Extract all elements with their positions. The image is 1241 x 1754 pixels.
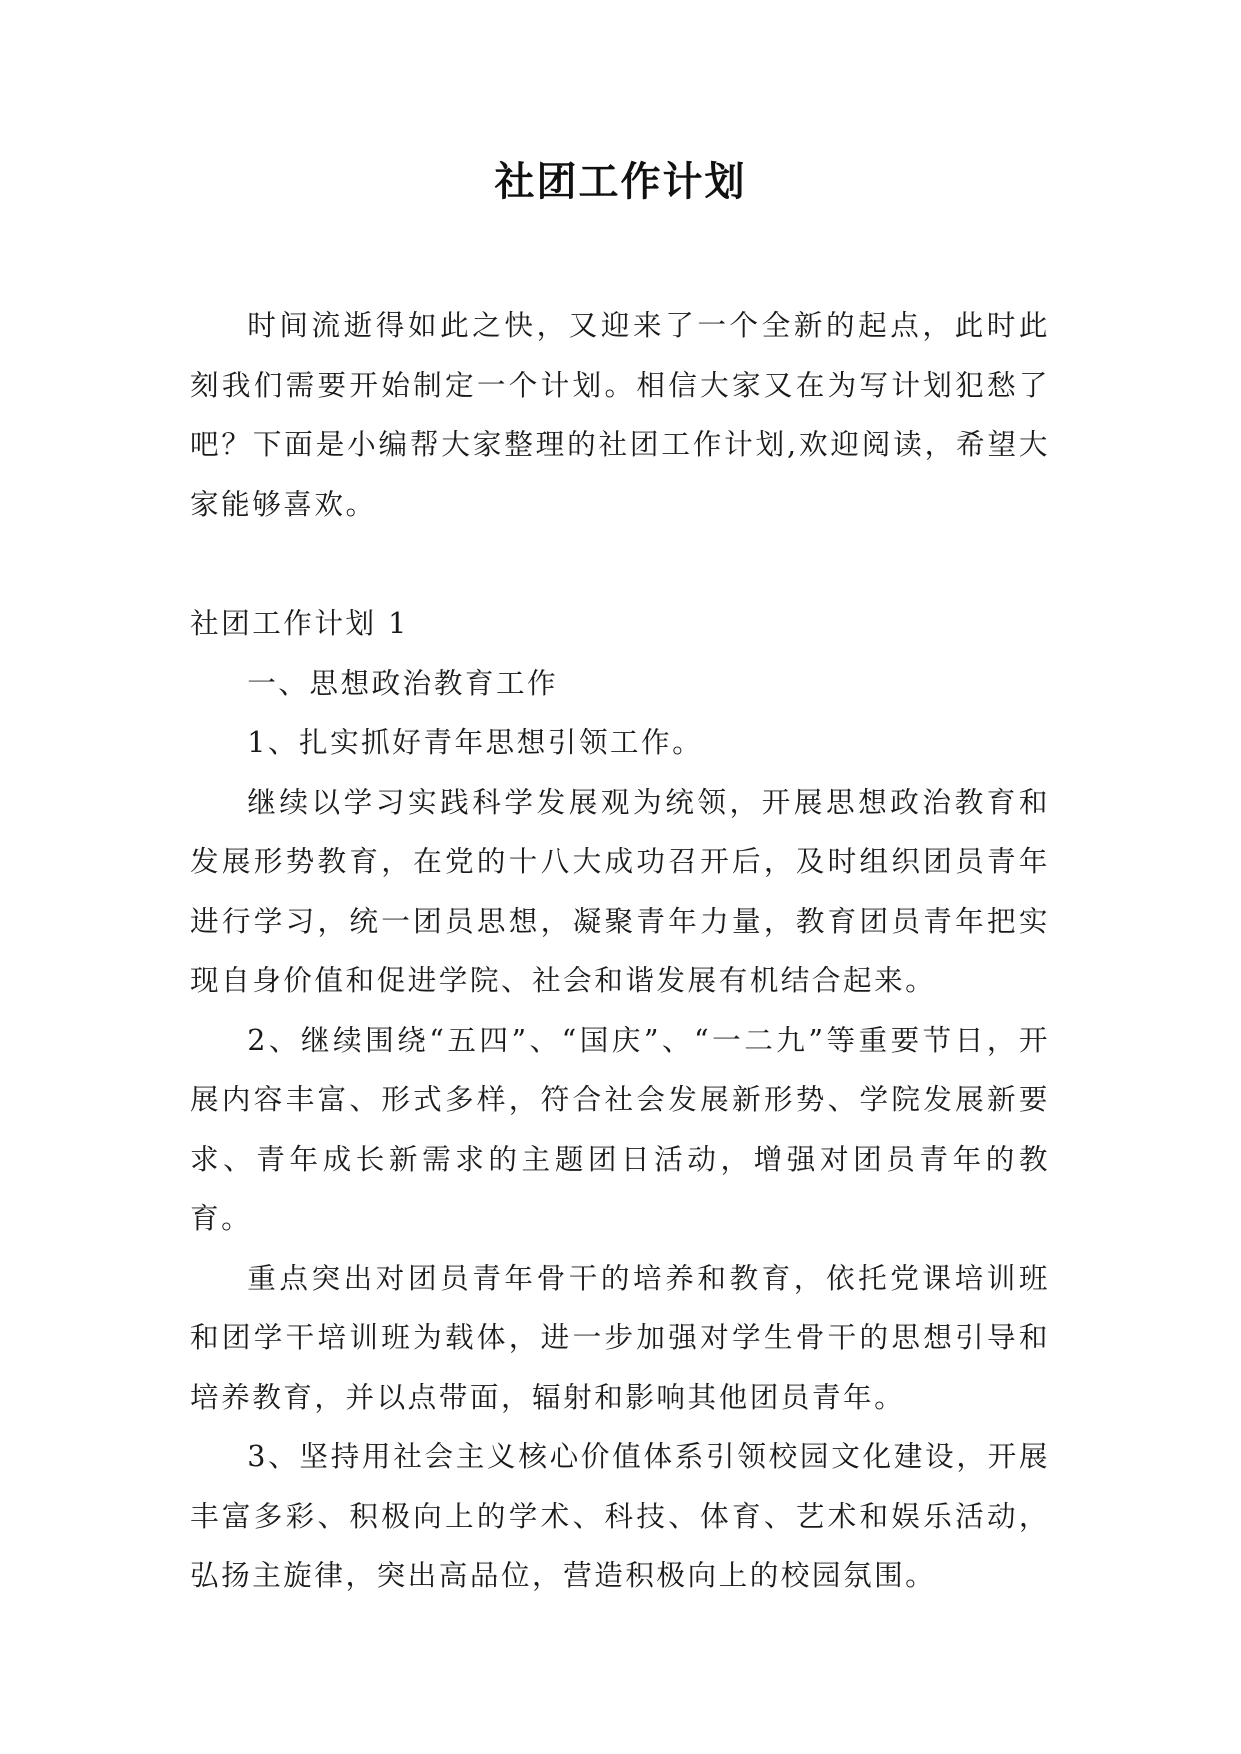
body-paragraph: 重点突出对团员青年骨干的培养和教育，依托党课培训班和团学干培训班为载体，进一步加强对学生骨干的思想引导和培养教育，并以点带面，辐射和影响其他团员青年。 [190, 1260, 1050, 1414]
subsection-heading: 一、思想政治教育工作 [247, 665, 559, 700]
intro-paragraph: 时间流逝得如此之快，又迎来了一个全新的起点，此时此刻我们需要开始制定一个计划。相信大家又在为写计划犯愁了吧？下面是小编帮大家整理的社团工作计划,欢迎阅读，希望大家能够喜欢。 [190, 308, 1050, 521]
document-title: 社团工作计划 [494, 158, 747, 205]
item-heading: 1、扎实抓好青年思想引领工作。 [247, 725, 704, 759]
body-paragraph: 3、坚持用社会主义核心价值体系引领校园文化建设，开展丰富多彩、积极向上的学术、科技、体育、艺术和娱乐活动，弘扬主旋律，突出高品位，营造积极向上的校园氛围。 [190, 1439, 1050, 1592]
paragraph-gap [190, 534, 1050, 594]
document-body [190, 296, 1050, 1606]
body-paragraph: 2、继续围绕“五四”、“国庆”、“一二九”等重要节日，开展内容丰富、形式多样，符合社会发展新形势、学院发展新要求、青年成长新需求的主题团日活动，增强对团员青年的教育。 [190, 1022, 1050, 1235]
section-heading: 社团工作计划 1 [190, 606, 409, 640]
body-paragraph: 继续以学习实践科学发展观为统领，开展思想政治教育和发展形势教育，在党的十八大成功召开后，及时组织团员青年进行学习，统一团员思想，凝聚青年力量，教育团员青年把实现自身价值和促进学院、社会和谐发展有机结合起来。 [190, 784, 1050, 997]
